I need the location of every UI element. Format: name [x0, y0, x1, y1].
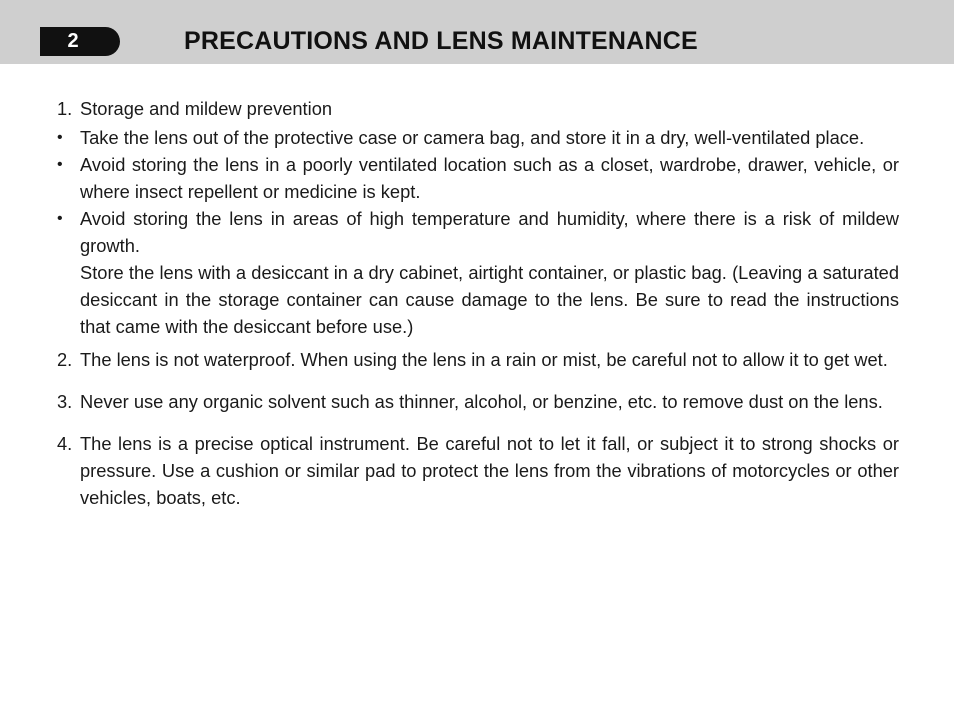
section-3-text: Never use any organic solvent such as thinner, alcohol, or benzine, etc. to remove dust on the lens.: [80, 391, 883, 412]
section-2-number: 2.: [57, 349, 73, 370]
page-number-badge: 2: [40, 27, 120, 56]
bullet-text: Avoid storing the lens in a poorly ventilated location such as a closet, wardrobe, drawer, vehicle, or where insect repellent or medicine is kept.: [80, 154, 899, 202]
bullet-text: Avoid storing the lens in areas of high temperature and humidity, where there is a risk of mildew growth.: [80, 208, 899, 256]
page-title: PRECAUTIONS AND LENS MAINTENANCE: [184, 27, 698, 55]
manual-body: [57, 95, 899, 511]
bullet-icon: •: [57, 129, 63, 146]
bullet-item: [57, 205, 899, 340]
section-4-number: 4.: [57, 433, 73, 454]
bullet-item: [57, 151, 899, 205]
section-3-item: [57, 388, 899, 415]
bullet-continuation-text: Store the lens with a desiccant in a dry cabinet, airtight container, or plastic bag. (Leaving a saturated desiccant in the storage container can cause damage to the lens. Be sure to read the instructions that came with the desiccant before use.): [80, 262, 899, 337]
page-header: [0, 0, 954, 64]
section-1-heading-text: Storage and mildew prevention: [80, 98, 333, 119]
section-2-text: The lens is not waterproof. When using the lens in a rain or mist, be careful not to allow it to get wet.: [80, 349, 888, 370]
section-3-number: 3.: [57, 391, 73, 412]
section-4-item: [57, 430, 899, 511]
bullet-text: Take the lens out of the protective case or camera bag, and store it in a dry, well-ventilated place.: [80, 127, 865, 148]
bullet-icon: •: [57, 156, 63, 173]
section-4-text: The lens is a precise optical instrument. Be careful not to let it fall, or subject it to strong shocks or pressure. Use a cushion or similar pad to protect the lens from the vibrations of motorcycles or other vehicles, boats, etc.: [80, 433, 899, 508]
section-2-item: [57, 346, 899, 373]
bullet-icon: •: [57, 210, 63, 227]
section-1-heading: [57, 95, 899, 122]
bullet-item: [57, 124, 899, 151]
section-1-number: 1.: [57, 98, 73, 119]
